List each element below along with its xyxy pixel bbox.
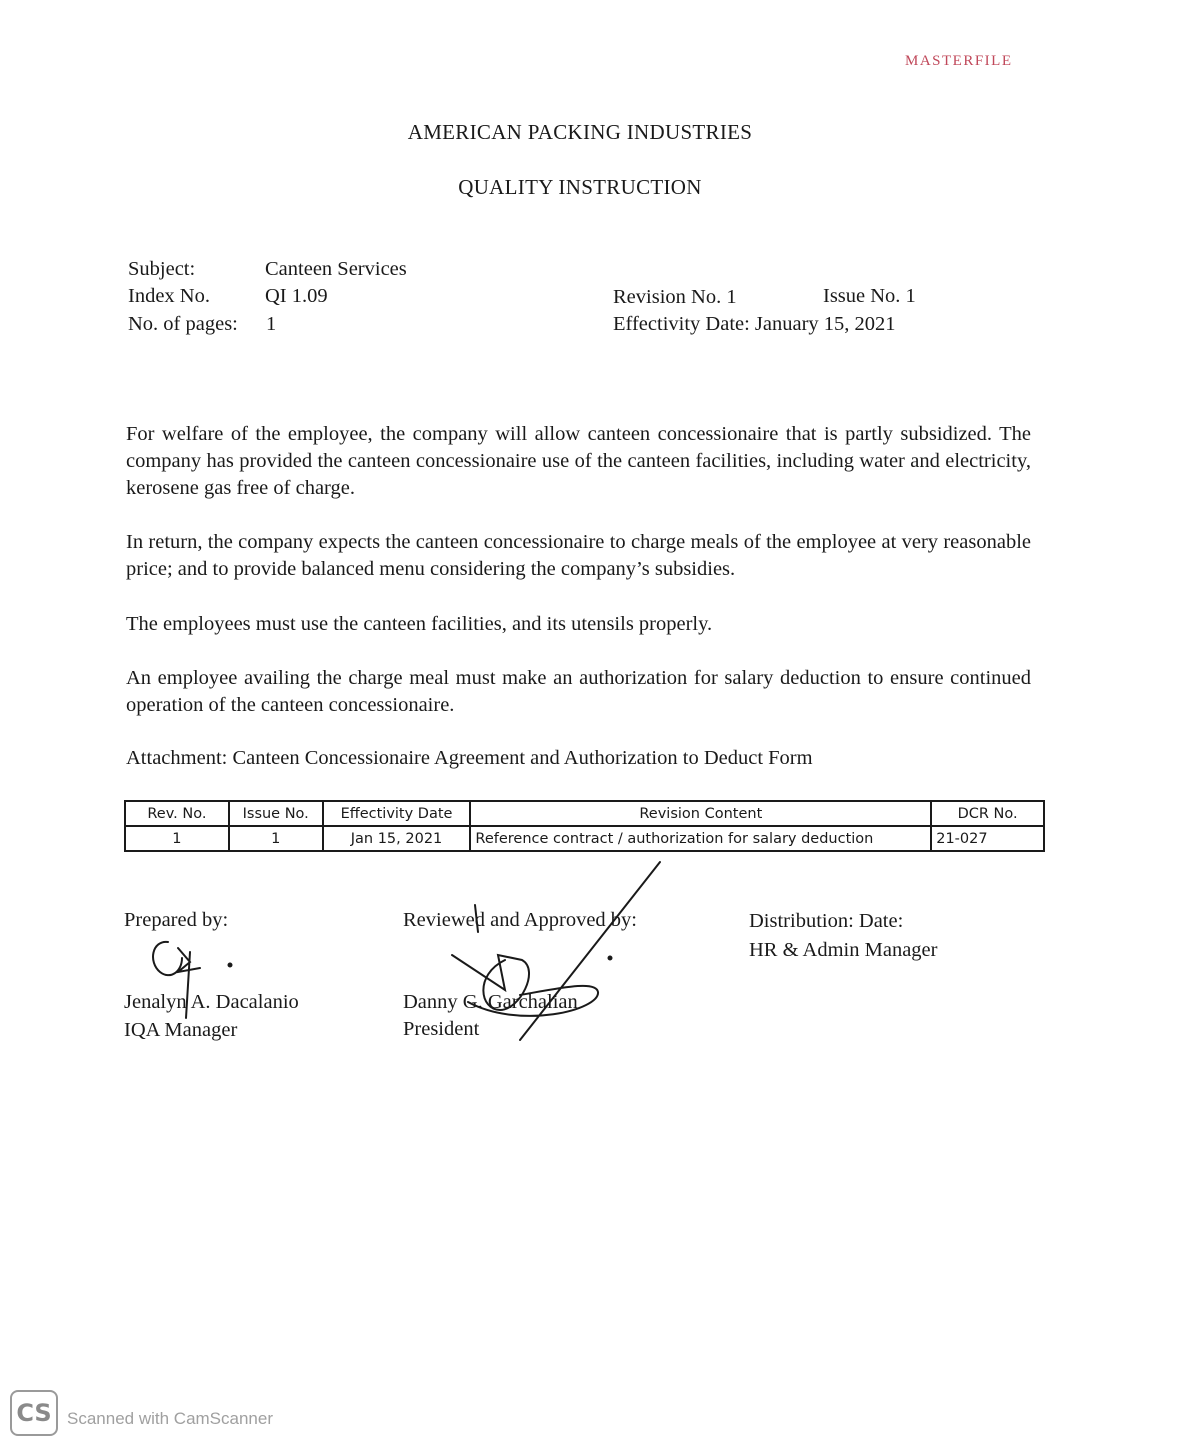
cell-dcr-no: 21-027 [931, 826, 1044, 851]
prepared-by-name: Jenalyn A. Dacalanio [124, 991, 299, 1013]
document-type: QUALITY INSTRUCTION [458, 175, 702, 199]
masterfile-stamp: MASTERFILE [905, 53, 1013, 69]
distribution-recipient: HR & Admin Manager [749, 939, 938, 961]
reviewed-by-label: Reviewed and Approved by: [403, 909, 637, 931]
subject-label: Subject: [128, 258, 196, 280]
approver-signature [452, 862, 660, 1040]
index-value: QI 1.09 [265, 285, 328, 307]
reviewed-by-name: Danny G. Garchalian [403, 991, 578, 1013]
pages-label: No. of pages: [128, 313, 238, 335]
effectivity-date: Effectivity Date: January 15, 2021 [613, 313, 896, 335]
col-dcr-no: DCR No. [931, 801, 1044, 826]
paragraph-utensils: The employees must use the canteen facilities, and its utensils properly. [126, 613, 713, 635]
paragraph-welfare: For welfare of the employee, the company will allow canteen concessionaire that is partly subsidized. The company has provided the canteen concessionaire use of the canteen facilities, including water and electricity, kerosene gas free of charge. [126, 423, 1031, 499]
distribution-label: Distribution: Date: [749, 910, 904, 932]
prepared-by-label: Prepared by: [124, 909, 229, 931]
cell-issue-no: 1 [229, 826, 323, 851]
prepared-by-title: IQA Manager [124, 1019, 238, 1041]
camscanner-watermark: Scanned with CamScanner [67, 1409, 274, 1428]
index-label: Index No. [128, 285, 210, 307]
col-rev-no: Rev. No. [125, 801, 229, 826]
attachment-line: Attachment: Canteen Concessionaire Agreement and Authorization to Deduct Form [126, 747, 813, 769]
col-revision-content: Revision Content [470, 801, 931, 826]
company-name: AMERICAN PACKING INDUSTRIES [407, 120, 753, 144]
paragraph-return: In return, the company expects the canteen concessionaire to charge meals of the employee at very reasonable price; and to provide balanced menu considering the company’s subsidies. [126, 531, 1031, 580]
cell-effectivity-date: Jan 15, 2021 [323, 826, 471, 851]
cell-rev-no: 1 [125, 826, 229, 851]
revision-number: Revision No. 1 [613, 286, 737, 308]
col-effectivity-date: Effectivity Date [323, 801, 471, 826]
issue-number: Issue No. 1 [823, 285, 916, 307]
cell-revision-content: Reference contract / authorization for salary deduction [470, 826, 931, 851]
pages-value: 1 [266, 313, 277, 335]
subject-value: Canteen Services [265, 258, 407, 280]
col-issue-no: Issue No. [229, 801, 323, 826]
preparer-signature [153, 942, 200, 1018]
paragraph-authorization: An employee availing the charge meal must make an authorization for salary deduction to ensure continued operation of the canteen concessionaire. [126, 667, 1031, 716]
camscanner-logo: CS [10, 1390, 58, 1436]
reviewed-by-title: President [403, 1018, 480, 1040]
